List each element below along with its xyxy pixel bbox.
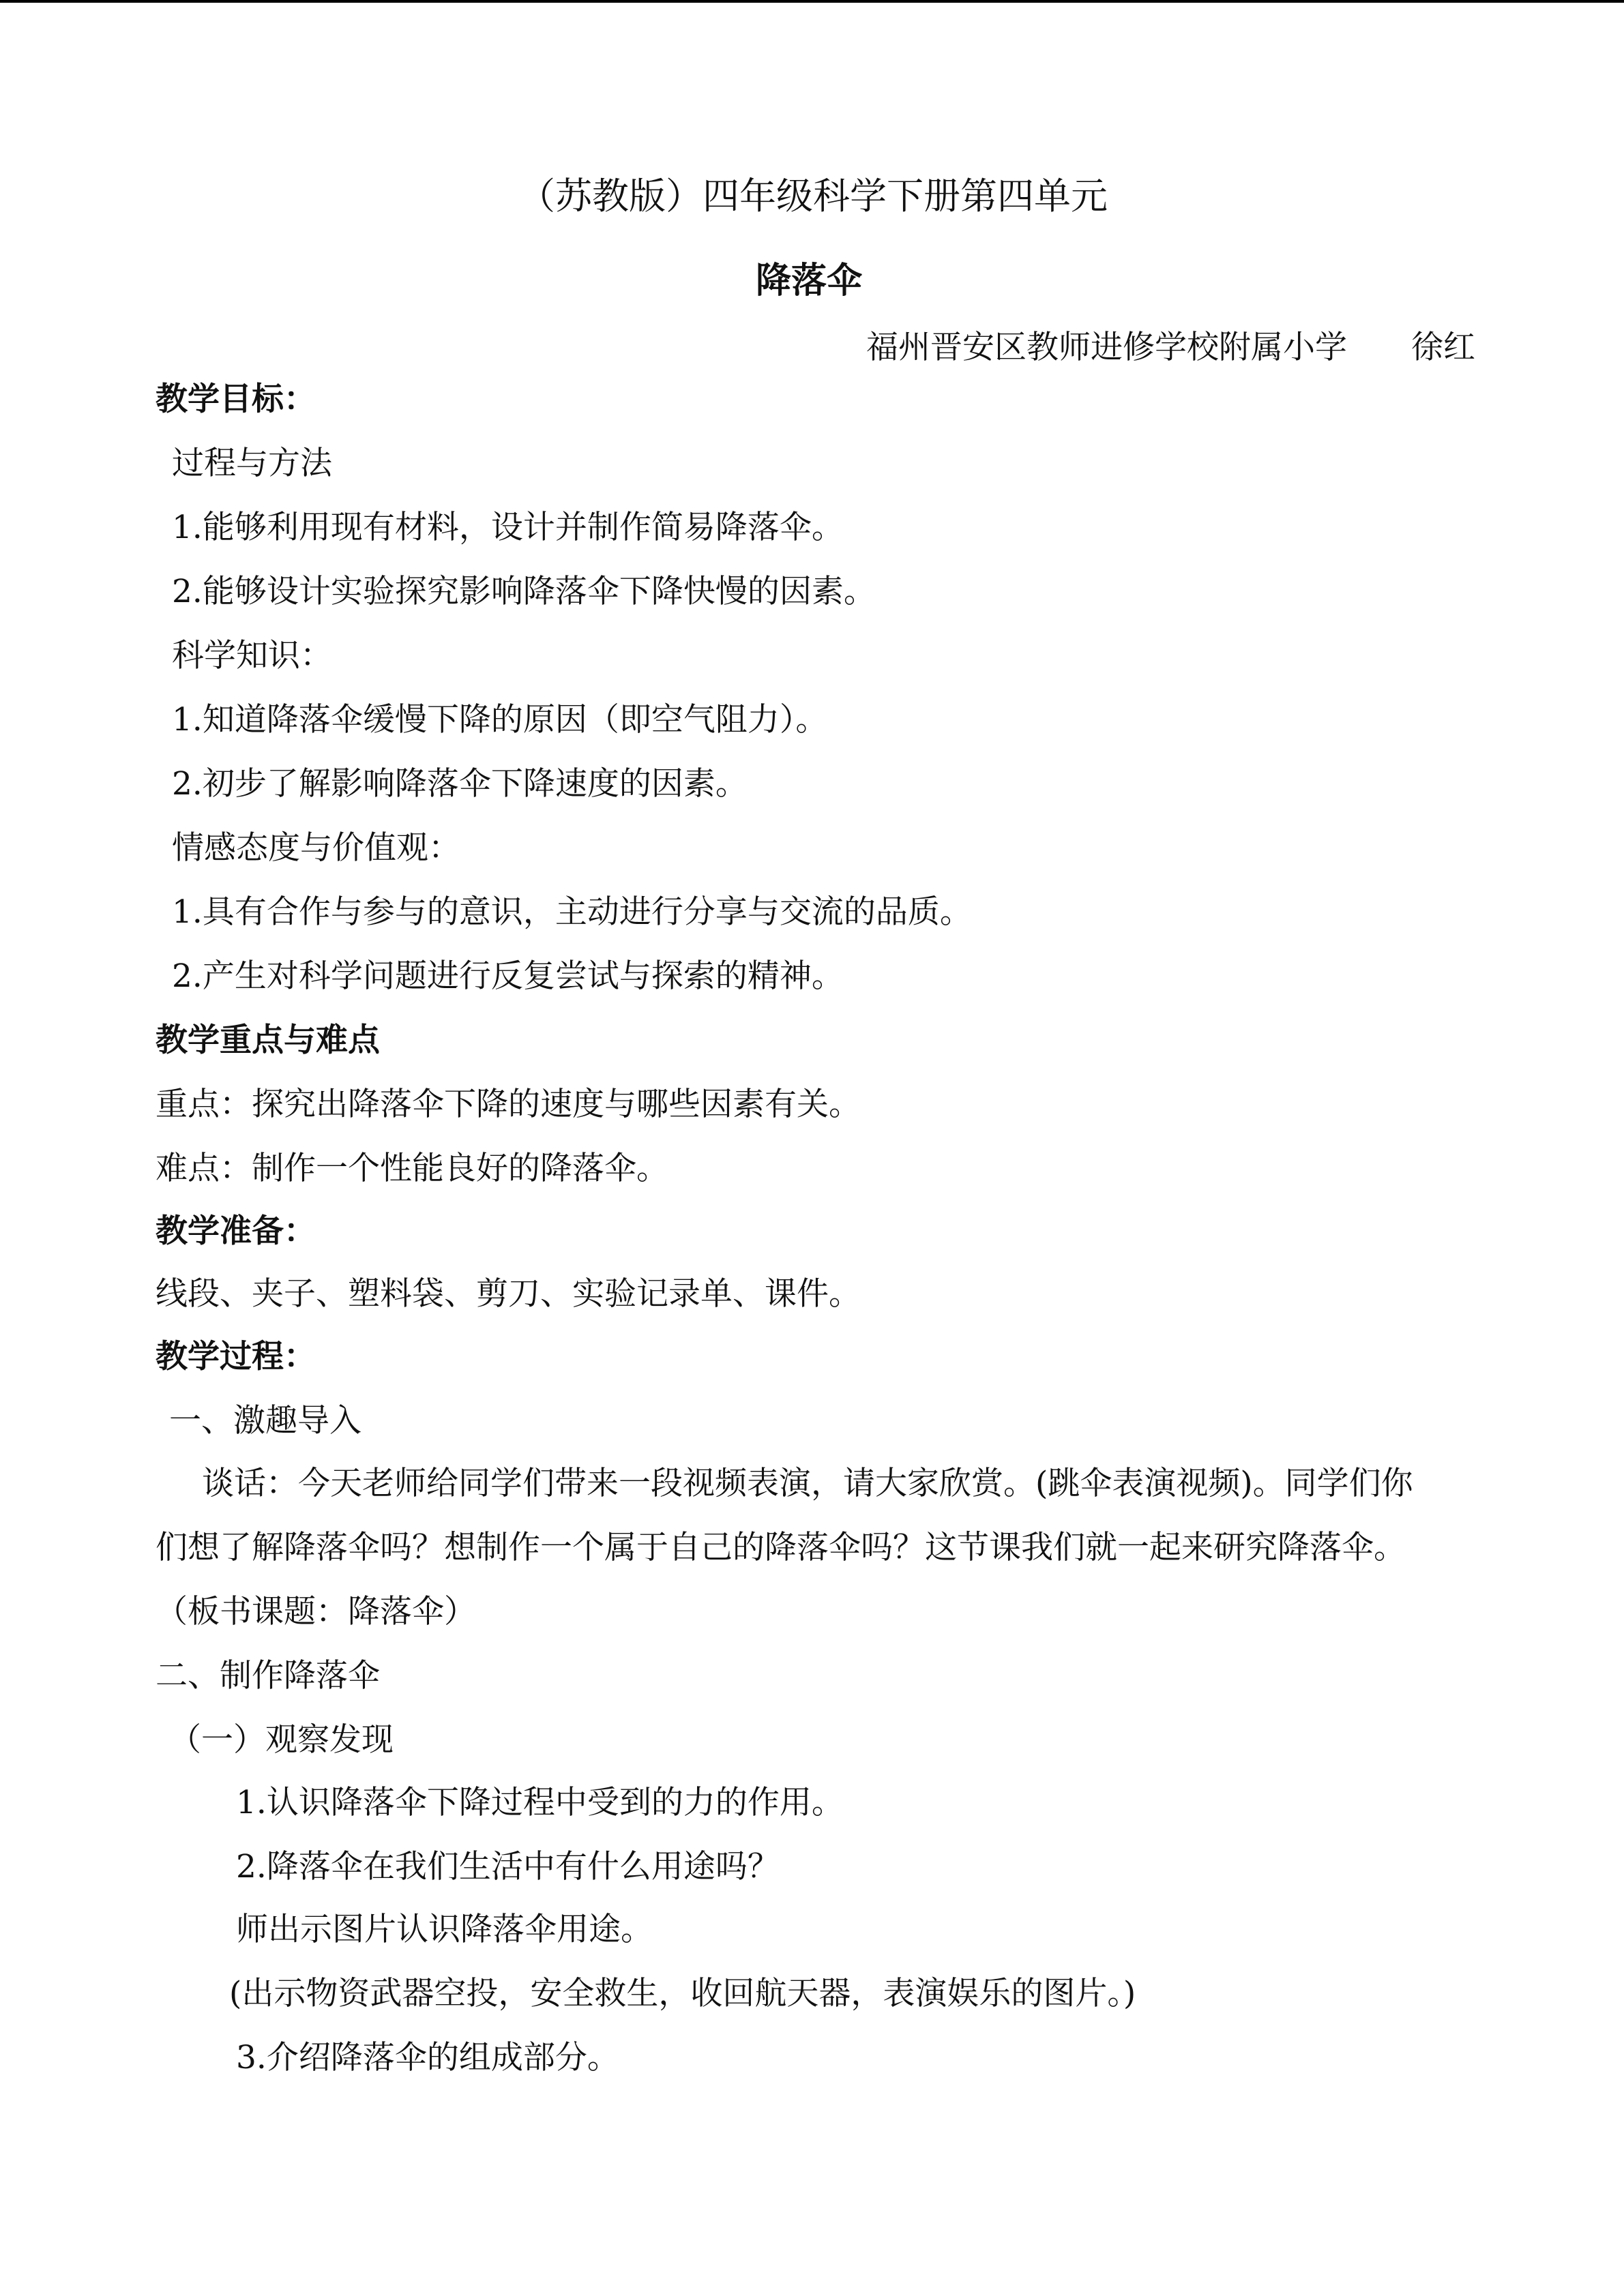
difficult-point: 难点：制作一个性能良好的降落伞。 bbox=[156, 1150, 668, 1187]
lesson-title: 降落伞 bbox=[756, 260, 863, 301]
subsection-title: （一）观察发现 bbox=[169, 1721, 394, 1759]
objective-item: 2.初步了解影响降落伞下降速度的因素。 bbox=[172, 765, 748, 803]
key-point: 重点：探究出降落伞下降的速度与哪些因素有关。 bbox=[156, 1086, 861, 1123]
paragraph-line: 们想了解降落伞吗？想制作一个属于自己的降落伞吗？这节课我们就一起来研究降落伞。 bbox=[156, 1529, 1406, 1566]
objective-item: 1.知道降落伞缓慢下降的原因（即空气阻力）。 bbox=[172, 701, 828, 739]
board-note: （板书课题：降落伞） bbox=[156, 1593, 476, 1630]
objective-item: 2.能够设计实验探究影响降落伞下降快慢的因素。 bbox=[172, 573, 876, 610]
objective-item: 1.能够利用现有材料，设计并制作简易降落伞。 bbox=[172, 509, 844, 546]
objectives-heading: 教学目标： bbox=[156, 381, 316, 418]
section-title: 二、制作降落伞 bbox=[156, 1657, 380, 1695]
step-item: 1.认识降落伞下降过程中受到的力的作用。 bbox=[236, 1784, 844, 1821]
preparation-materials: 线段、夹子、塑料袋、剪刀、实验记录单、课件。 bbox=[156, 1275, 861, 1313]
objective-item: 1.具有合作与参与的意识，主动进行分享与交流的品质。 bbox=[172, 893, 972, 931]
process-heading: 教学过程： bbox=[156, 1338, 316, 1375]
document-title: （苏教版）四年级科学下册第四单元 bbox=[518, 175, 1108, 218]
author-line: 福州晋安区教师进修学校附属小学 徐红 bbox=[866, 329, 1475, 366]
step-item: 2.降落伞在我们生活中有什么用途吗？ bbox=[236, 1848, 780, 1885]
section-title: 一、激趣导入 bbox=[169, 1402, 361, 1440]
step-item: (出示物资武器空投，安全救生，收回航天器，表演娱乐的图片。) bbox=[229, 1975, 1136, 2012]
objective-item: 2.产生对科学问题进行反复尝试与探索的精神。 bbox=[172, 957, 844, 995]
preparation-heading: 教学准备： bbox=[156, 1212, 316, 1250]
process-method-heading: 过程与方法 bbox=[172, 445, 332, 482]
paragraph-line: 谈话：今天老师给同学们带来一段视频表演，请大家欣赏。(跳伞表演视频)。同学们你 bbox=[202, 1465, 1413, 1502]
key-points-heading: 教学重点与难点 bbox=[156, 1022, 380, 1059]
top-border-rule bbox=[0, 0, 1624, 3]
step-item: 3.介绍降落伞的组成部分。 bbox=[236, 2039, 619, 2076]
attitude-heading: 情感态度与价值观： bbox=[172, 829, 460, 867]
step-item: 师出示图片认识降落伞用途。 bbox=[236, 1911, 653, 1948]
knowledge-heading: 科学知识： bbox=[172, 637, 332, 674]
